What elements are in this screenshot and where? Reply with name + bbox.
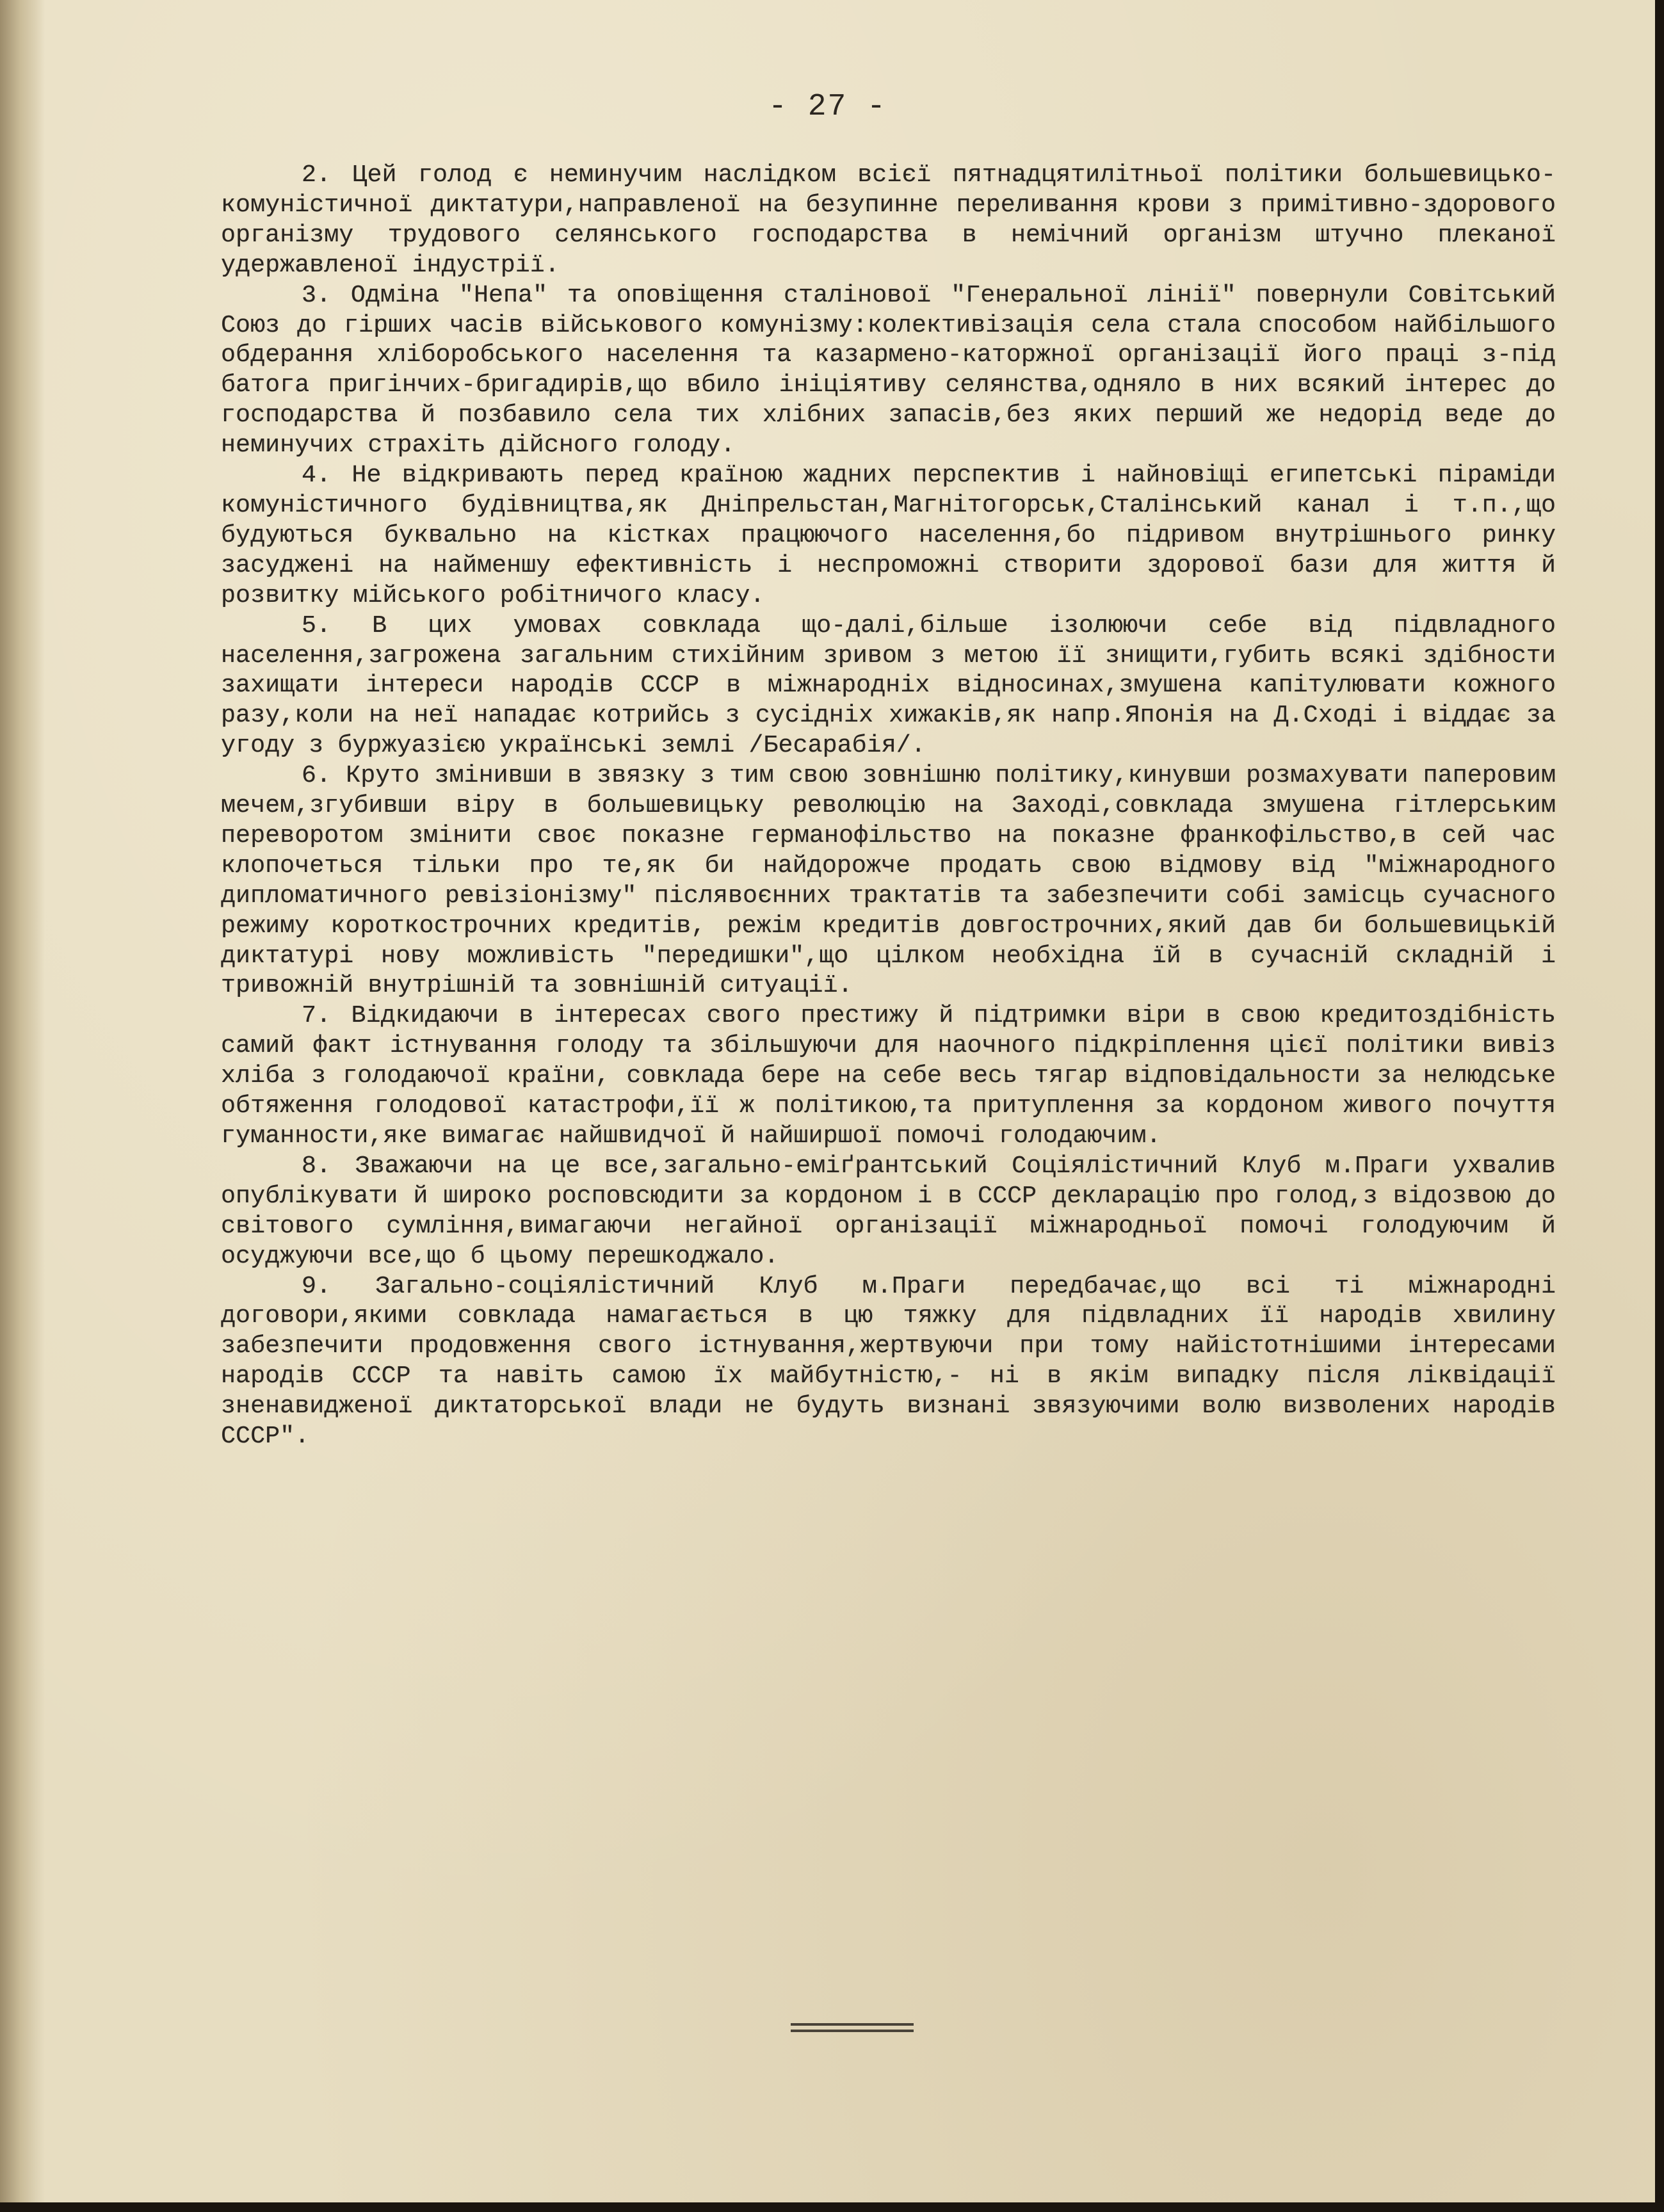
divider-line: [791, 2030, 914, 2032]
binding-gutter: [0, 0, 45, 2202]
paragraph-5: 5. В цих умовах совклада що-далі,більше ізолюючи себе від підвладного населення,загрожена загальним стихійним зривом з метою її знищити,губить всякі здібности захищати інтереси народів СССР в міжнародніх відносинах,змушена капітулювати кожного разу,коли на неї нападає котрийсь з сусідніх хижаків,як напр.Японія на Д.Сході і віддає за угоду з буржуазією українські землі /Бесарабія/.: [221, 611, 1556, 760]
document-body: [221, 160, 1556, 1451]
end-divider: [791, 2023, 914, 2036]
divider-line: [791, 2023, 914, 2026]
page-number: - 27 -: [768, 90, 887, 124]
paragraph-6: 6. Круто змінивши в звязку з тим свою зовнішню політику,кинувши розмахувати паперовим мечем,згубивши віру в большевицьку революцію на Заході,совклада змушена гітлерським переворотом змінити своє показне германофільство на показне франкофільство,в сей час клопочеться тільки про те,як би найдорожче продать свою відмову від "міжнародного дипломатичного ревізіонізму" післявоєнних трактатів та забезпечити собі замісць сучасного режиму короткострочних кредитів, режім кредитів довгострочних,який дав би большевицькій диктатурі нову можливість "передишки",що цілком необхідна їй в сучасній складній і тривожній внутрішній та зовнішній ситуації.: [221, 761, 1556, 1000]
paragraph-7: 7. Відкидаючи в інтересах свого престижу й підтримки віри в свою кредитоздібність самий факт істнування голоду та збільшуючи для наочного підкріплення цієї політики вивіз хліба з голодаючої країни, совклада бере на себе весь тягар відповідальности за нелюдське обтяження голодової катастрофи,її ж політикою,та притуплення за кордоном живого почуття гуманности,яке вимагає найшвидчої й найширшої помочі голодаючим.: [221, 1001, 1556, 1150]
paragraph-9: 9. Загально-соціялістичний Клуб м.Праги передбачає,що всі ті міжнародні договори,якими совклада намагається в цю тяжку для підвладних її народів хвилину забезпечити продовження свого істнування,жертвуючи при тому найістотнішими інтересами народів СССР та навіть самою їх майбутністю,- ні в якім випадку після ліквідації зненавидженої диктаторської влади не будуть визнані звязуючими волю визволених народів СССР".: [221, 1271, 1556, 1451]
paragraph-3: 3. Одміна "Непа" та оповіщення сталінової "Генеральної лінії" повернули Совітський Союз до гірших часів військового комунізму:колективізація села стала способом найбільшого обдерання хліборобського населення та казармено-каторжної організації його праці з-під батога пригінчих-бригадирів,що вбило ініціятиву селянства,одняло в них всякий інтерес до господарства й позбавило села тих хлібних запасів,без яких перший же недорід веде до неминучих страхіть дійсного голоду.: [221, 280, 1556, 460]
paragraph-2: 2. Цей голод є неминучим наслідком всієї пятнадцятилітньої політики большевицько-комуністичної диктатури,направленої на безупинне переливання крови з примітивно-здорового організму трудового селянського господарства в немічний організм штучно плеканої удержавленої індустрії.: [221, 161, 1556, 279]
paragraph-8: 8. Зважаючи на це все,загально-еміґрантський Соціялістичний Клуб м.Праги ухвалив опублікувати й широко росповсюдити за кордоном і в СССР декларацію про голод,з відозвою до світового сумління,вимагаючи негайної організації міжнародньої помочі голодуючим й осуджуючи все,що б цьому перешкоджало.: [221, 1151, 1556, 1270]
paragraph-4: 4. Не відкривають перед країною жадних перспектив і найновіщі египетські піраміди комуністичного будівництва,як Дніпрельстан,Магнітогорськ,Сталінський канал і т.п.,що будуються буквально на кістках працюючого населення,бо підривом внутрішнього ринку засуджені на найменшу ефективність і неспроможні створити здорової бази для життя й розвитку мійського робітничого класу.: [221, 461, 1556, 610]
